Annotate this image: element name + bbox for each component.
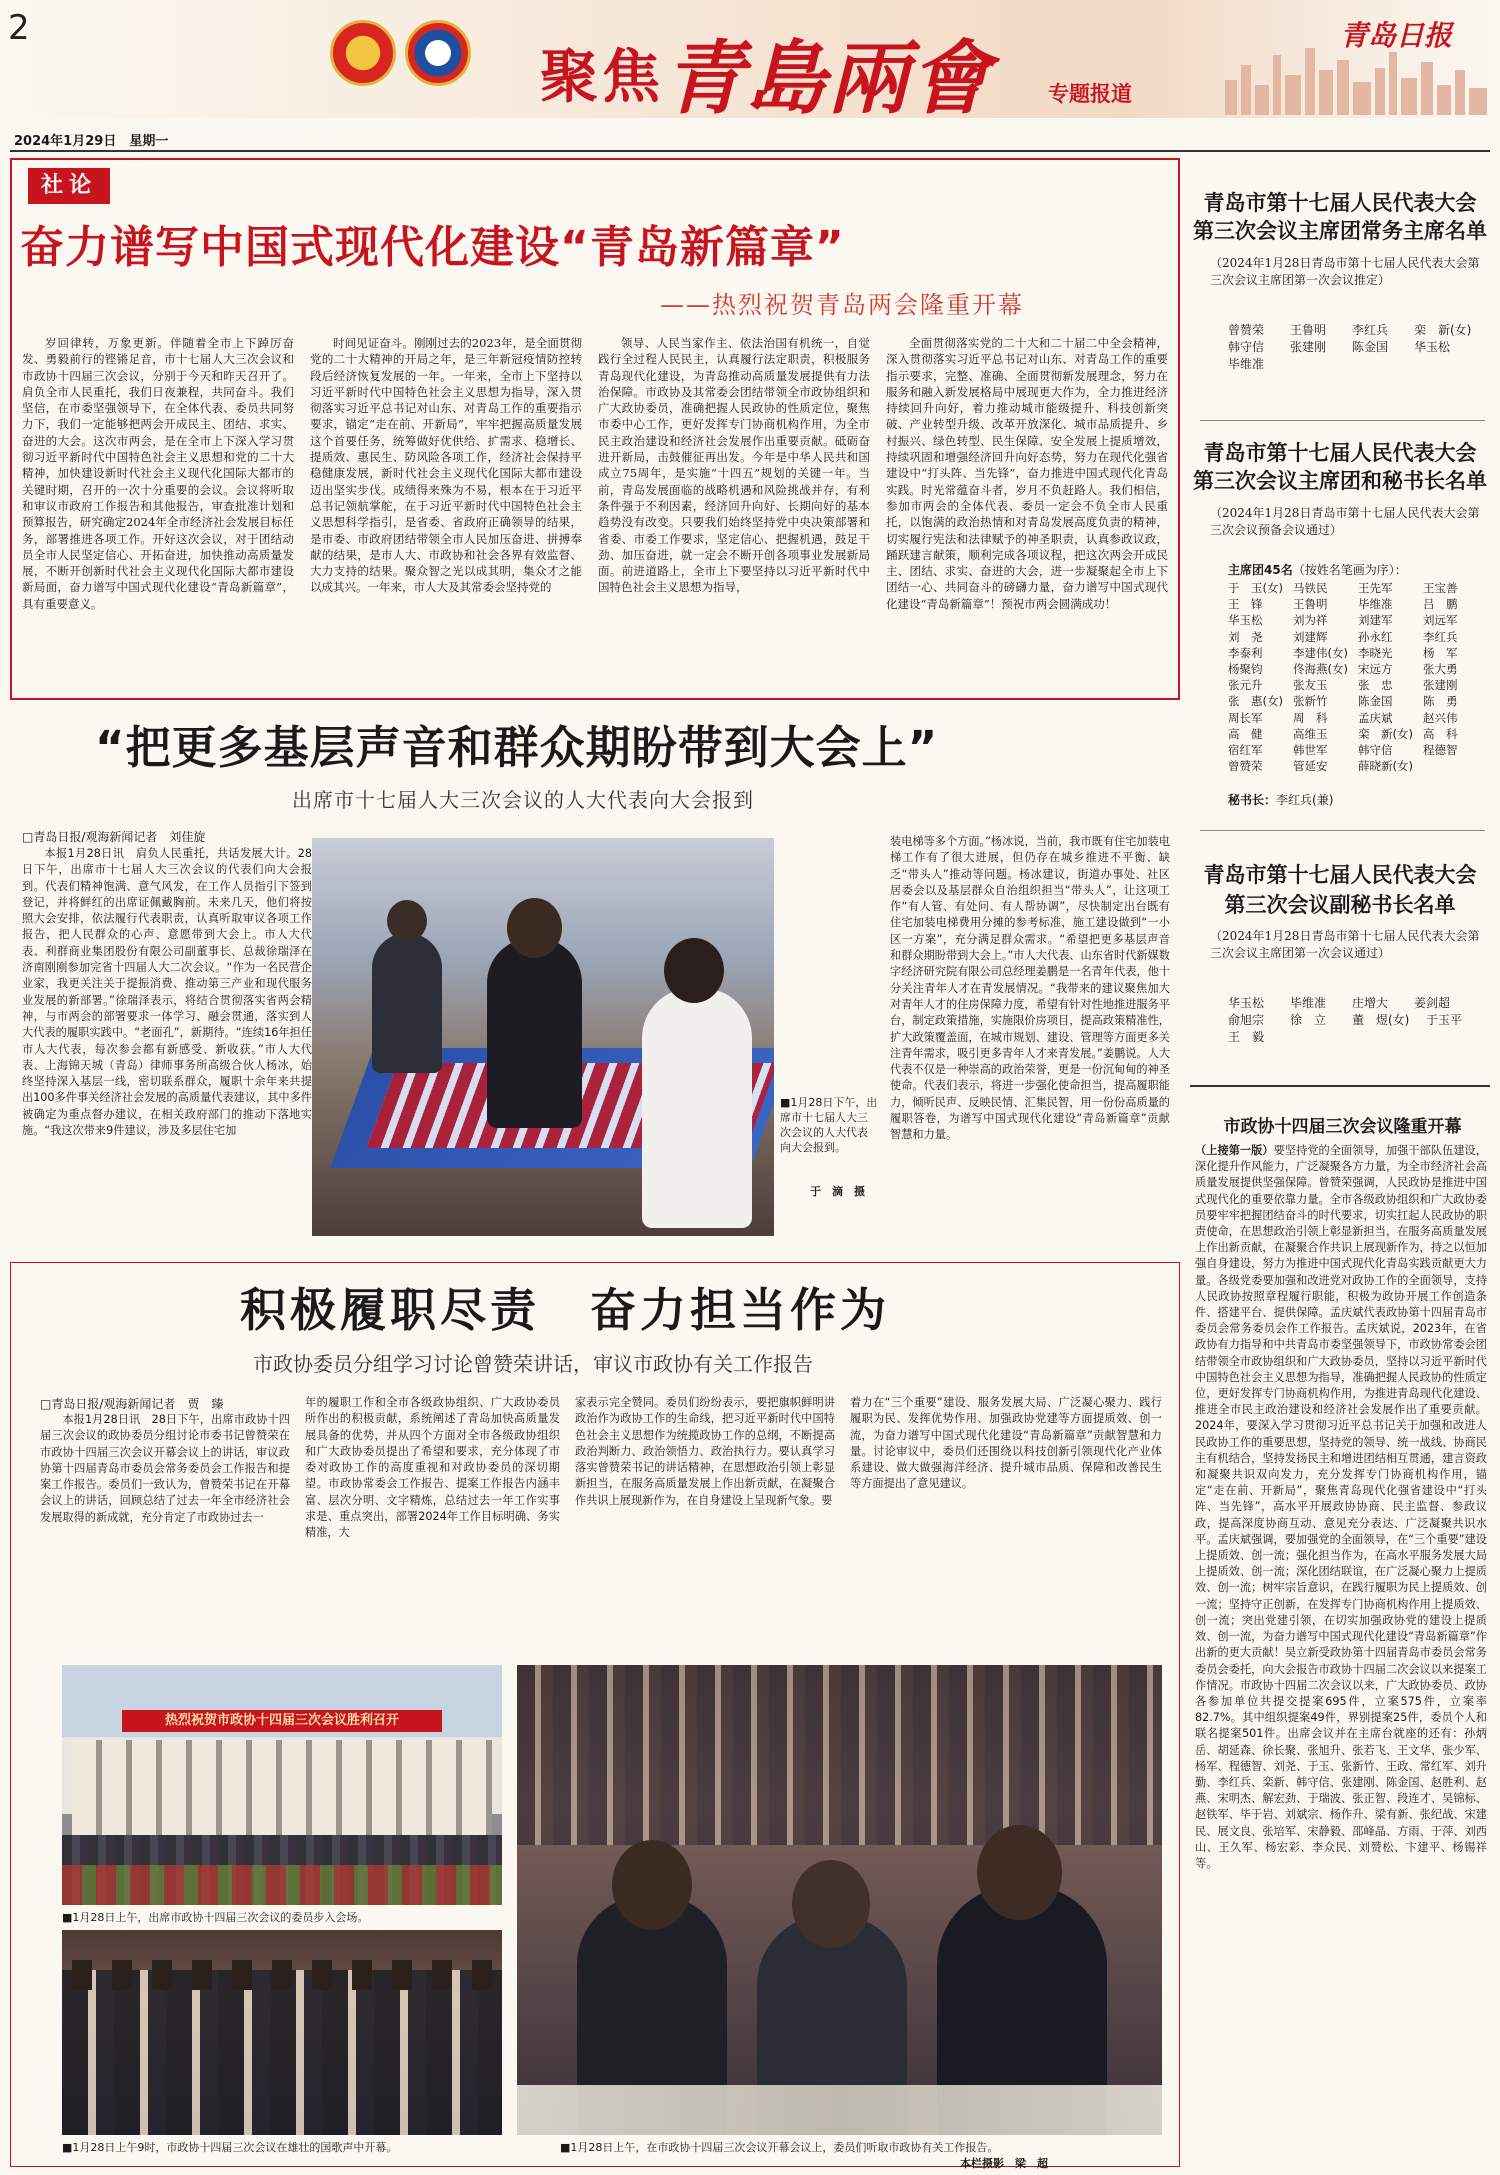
city-skyline-icon xyxy=(1215,40,1495,115)
list1-divider xyxy=(1200,420,1485,421)
list2-name: 华玉松 xyxy=(1228,613,1263,628)
page-number: 2 xyxy=(8,8,30,48)
list2-name: 马铁民 xyxy=(1293,581,1328,595)
photo-person-1 xyxy=(487,938,582,1128)
list3-name: 王 毅 xyxy=(1228,1030,1265,1044)
list2-name: 陈 勇 xyxy=(1423,694,1458,709)
list2-name: 张 惠(女) xyxy=(1228,694,1283,709)
story2-photo-3-caption: ■1月28日上午，在市政协十四届三次会议开幕会议上，委员们听取市政协有关工作报告。 xyxy=(560,2141,999,2154)
list2-names xyxy=(1228,580,1490,774)
header-rule xyxy=(10,150,1490,152)
list2-name: 杨 军 xyxy=(1423,645,1458,660)
list3-title-line1: 青岛市第十七届人民代表大会 xyxy=(1203,863,1477,887)
list2-name: 刘建辉 xyxy=(1293,629,1328,644)
list2-name: 高 科 xyxy=(1423,726,1458,741)
story1-photo-caption: ■1月28日下午，出席市十七届人大三次会议的人大代表向大会报到。 xyxy=(780,1096,878,1154)
list2-name: 王宝善 xyxy=(1423,581,1458,595)
list2-name: 周 科 xyxy=(1293,710,1328,725)
story2-column-3: 家表示完全赞同。委员们纷纷表示，要把旗帜鲜明讲政治作为政协工作的生命线，把习近平新时代中国特色社会主义思想作为统揽政协工作的总纲，不断提高政治判断力、政治领悟力、政治执行力。要认真学习落实曾赞荣书记的讲话精神，在思想政治引领上彰显新担当，在服务高质量发展上作出新贡献，在凝聚合作共识上展现新作为，在自身建设上呈现新气象。要 xyxy=(575,1396,835,1507)
list2-name: 高 健 xyxy=(1228,726,1263,741)
story1-column-2: 装电梯等多个方面。”杨冰说，当前，我市既有住宅加装电梯工作有了很大进展，但仍存在城乡推进不平衡、缺乏“带头人”推动等问题。杨冰建议，街道办事处、社区居委会以及基层群众自治组织担当“带头人”，让这项工作“有人管、有处问、有人帮协调”，尽快制定出台既有住宅加装电梯费用分摊的参考标准，施工建设做到“一小区一方案”，充分满足群众需求。“希望把更多基层声音和群众期盼带到大会上。”市人大代表、山东省时代新媒数字经济研究院有限公司总经理姜鹏是一名青年代表，他十分关注青年人才在青发展情况。“我带来的建议聚焦加大对青年人才的住房保障力度，希望有针对性地推进服务平台，制定政策措施，实施限价房项目，提高政策精准性，扩大政策覆盖面，在城市规划、建设、管理等方面更多关注青年需求，吸引更多青年人才来青发展。”姜鹏说。人大代表不仅是一种崇高的政治荣誉，更是一份沉甸甸的神圣使命。代表们表示，将进一步强化使命担当，提高履职能力，倾听民声、反映民情、汇集民智，用一份份高质量的履职答卷，为谱写中国式现代化建设“青岛新篇章”贡献智慧和力量。 xyxy=(890,835,1170,1142)
story2-photo-3 xyxy=(517,1665,1162,2135)
header-tag: 专题报道 xyxy=(1048,82,1132,106)
list2-name: 刘为祥 xyxy=(1293,613,1328,628)
list2-name: 张 忠 xyxy=(1358,678,1393,693)
list1-name: 韩守信 xyxy=(1228,340,1265,354)
list2-name: 张新竹 xyxy=(1293,694,1328,709)
issue-date: 2024年1月29日 星期一 xyxy=(14,134,169,149)
cppcc-emblem xyxy=(405,20,471,86)
story1-byline: □青岛日报/观海新闻记者 刘佳旋 xyxy=(22,830,206,844)
list2-name: 张友玉 xyxy=(1293,678,1328,693)
list2-name: 陈金国 xyxy=(1358,694,1393,709)
story2-byline: □青岛日报/观海新闻记者 贾 臻 xyxy=(40,1397,224,1411)
right-column-rule xyxy=(1190,1085,1490,1087)
story2-photo-2 xyxy=(62,1930,502,2135)
list3-name: 徐 立 xyxy=(1290,1013,1327,1027)
list2-name: 李晓光 xyxy=(1358,645,1393,660)
list2-name: 栾 新(女) xyxy=(1358,726,1413,741)
list2-group-note: （按姓名笔画为序）： xyxy=(1292,563,1407,577)
list3-name: 董 煜(女) xyxy=(1352,1013,1410,1027)
editorial-column-2: 时间见证奋斗。刚刚过去的2023年，是全面贯彻党的二十大精神的开局之年，是三年新冠疫情防控转段后经济恢复发展的一年。一年来，全市上下坚持以习近平新时代中国特色社会主义思想为指导，深入贯彻落实习近平总书记对山东、对青岛工作的重要指示要求，锚定“走在前、开新局”，牢牢把握高质量发展这个首要任务，统筹做好优供给、扩需求、稳增长、提质效、惠民生、防风险各项工作，经济社会保持平稳健康发展，新时代社会主义现代化国际大都市建设迈出坚实步伐。成绩得来殊为不易，根本在于习近平总书记领航掌舵，在于习近平新时代中国特色社会主义思想科学指引，是省委、省政府正确领导的结果，是市委、市政府团结带领全市人民加压奋进、拼搏奉献的结果，是市人大、市政协和社会各界有效监督、大力支持的结果。聚众智之光以成其明，集众才之能以成其兴。一年来，市人大及其常委会坚持党的 xyxy=(310,336,582,595)
list1-name: 华玉松 xyxy=(1414,340,1451,354)
photo-person-1-head xyxy=(507,898,562,958)
photo-front-head-2 xyxy=(792,1860,870,1948)
list2-name: 于 玉(女) xyxy=(1228,581,1283,595)
header-title-main: 青島兩會 xyxy=(664,31,993,125)
list1-name: 栾 新(女) xyxy=(1414,323,1472,337)
photo-person-3 xyxy=(372,933,442,1073)
list2-name: 赵兴伟 xyxy=(1423,710,1458,725)
list2-secretary-label: 秘书长： xyxy=(1228,793,1277,807)
photo-desk-papers xyxy=(517,2085,1162,2135)
photo-standing-rows xyxy=(62,1970,502,2135)
list2-name: 高维玉 xyxy=(1293,726,1328,741)
list2-name: 程德智 xyxy=(1423,743,1458,758)
list2-name: 王鲁明 xyxy=(1293,597,1328,612)
header-title-prefix: 聚焦 xyxy=(540,42,665,111)
list3-name: 姜剑超 xyxy=(1414,996,1451,1010)
list1-name: 张建刚 xyxy=(1290,340,1327,354)
list3-name: 庄增大 xyxy=(1352,996,1389,1010)
list2-subtitle: （2024年1月28日青岛市第十七届人民代表大会第三次会议预备会议通过） xyxy=(1210,506,1480,537)
photo-person-2-head xyxy=(664,938,724,1003)
list2-title-line1: 青岛市第十七届人民代表大会 xyxy=(1203,441,1477,465)
list2-name: 周长军 xyxy=(1228,710,1263,725)
list1-name: 王鲁明 xyxy=(1290,323,1327,337)
story1-column-1: 本报1月28日讯 肩负人民重托，共话发展大计。28日下午，出席市十七届人大三次会议的代表们向大会报到。代表们精神饱满、意气风发，在工作人员指引下签到登记，并将鲜红的出席证佩戴胸前。未来几天，他们将按照大会安排，依法履行代表职责，认真听取审议各项工作报告，把人民群众的心声、意愿带到大会上。市人大代表、利群商业集团股份有限公司副董事长、总裁徐瑞泽在济南刚刚参加完省十四届人大二次会议。“作为一名民营企业家，我更关注关于提振消费、推动第三产业和现代服务业发展的新部署。”徐瑞泽表示，将结合贯彻落实省两会精神，与市两会的部署要求一体学习、融会贯通，落实到人大代表的履职实践中。“老面孔”，新期待。“连续16年担任市人大代表，每次参会都有新感受、新收获。”市人大代表、上海锦天城（青岛）律师事务所高级合伙人杨冰，始终坚持深入基层一线，密切联系群众，履职十余年来共提出100多件事关经济社会发展的高质量代表建议，其中多件被确定为重点督办建议，在相关政府部门的推动下落地实施。“我这次带来9件建议，涉及多层住宅加 xyxy=(22,847,312,1138)
story1-subtitle: 出席市十七届人大三次会议的人大代表向大会报到 xyxy=(292,788,754,812)
list2-name: 王先军 xyxy=(1358,581,1393,595)
list2-divider xyxy=(1200,830,1485,831)
list2-name: 孟庆斌 xyxy=(1358,710,1393,725)
editorial-label: 社论 xyxy=(28,168,110,204)
list2-name: 宋远方 xyxy=(1358,662,1393,677)
list2-group xyxy=(1228,562,1490,579)
photo-banner: 热烈祝贺市政协十四届三次会议胜利召开 xyxy=(122,1710,442,1732)
list3-names xyxy=(1228,995,1490,1046)
list2-name: 韩守信 xyxy=(1358,743,1393,758)
story1-title: “把更多基层声音和群众期盼带到大会上” xyxy=(95,721,939,774)
national-emblem xyxy=(330,20,396,86)
list1-name: 毕维准 xyxy=(1228,357,1265,371)
list2-name: 管延安 xyxy=(1293,759,1328,774)
editorial-title: 奋力谱写中国式现代化建设“青岛新篇章” xyxy=(20,222,845,273)
list2-group-label: 主席团45名 xyxy=(1228,563,1293,577)
photo-flowers xyxy=(62,1865,502,1905)
editorial-column-1: 岁回律转，万象更新。伴随着全市上下踔厉奋发、勇毅前行的铿锵足音，市十七届人大三次会议和市政协十四届三次会议，分别于今天和昨天召开了。肩负全市人民重托，我们日夜兼程，共同奋斗。我们坚信，在市委坚强领导下，在全体代表、委员共同努力下，我们一定能够把两会开成民主、团结、求实、奋进的大会。这次市两会，是在全市上下深入学习贯彻习近平新时代中国特色社会主义思想和党的二十大精神，加快建设新时代社会主义现代化国际大都市的关键时期，召开的一次十分重要的会议。会议将听取和审议市政府工作报告和其他报告，审查批准计划和预算报告，研究确定2024年全市经济社会发展目标任务，部署推进各项工作。开好这次会议，对于团结动员全市人民坚定信心、开拓奋进，加快推动高质量发展，不断开创新时代社会主义现代化国际大都市建设新局面，奋力谱写中国式现代化建设“青岛新篇章”，具有重要意义。 xyxy=(22,336,294,611)
list2-name: 宿红军 xyxy=(1228,743,1263,758)
list1-title-line2: 第三次会议主席团常务主席名单 xyxy=(1193,219,1487,243)
story1-photo xyxy=(312,838,774,1236)
list2-secretary xyxy=(1228,792,1490,809)
list2-name: 张元升 xyxy=(1228,678,1263,693)
editorial-column-4: 全面贯彻落实党的二十大和二十届二中全会精神，深入贯彻落实习近平总书记对山东、对青岛工作的重要指示要求，完整、准确、全面贯彻新发展理念，努力在服务和融入新发展格局中展现更大作为，全力推进经济持续回升向好，着力推动城市能级提升、科技创新突破、产业转型升级、改革开放深化、城市品质提升、乡村振兴、绿色转型、民生保障、安全发展上提质增效，持续巩固和增强经济回升向好态势，努力在现代化强省建设中“打头阵、当先锋”，奋力推进中国式现代化青岛实践。时光常蕴奋斗者，岁月不负赶路人。我们相信，参加市两会的全体代表、委员一定会不负全市人民重托，以饱满的政治热情和对青岛发展高度负责的精神，切实履行宪法和法律赋予的神圣职责，认真参政议政，踊跃建言献策，顺利完成各项议程，把这次两会开成民主、团结、求实、奋进的大会，进一步凝聚起全市上下团结一心、共同奋斗的磅礴力量，奋力谱写中国式现代化建设“青岛新篇章”！预祝市两会圆满成功！ xyxy=(886,336,1168,611)
story2-photo-2-caption: ■1月28日上午9时，市政协十四届三次会议在雄壮的国歌声中开幕。 xyxy=(62,2141,398,2154)
list3-title-line2: 第三次会议副秘书长名单 xyxy=(1224,893,1456,917)
list2-name: 刘远军 xyxy=(1423,613,1458,628)
list2-name: 刘建军 xyxy=(1358,613,1393,628)
list1-name: 李红兵 xyxy=(1352,323,1389,337)
header-title xyxy=(540,14,993,125)
list2-name: 李建伟(女) xyxy=(1293,645,1348,660)
list3-subtitle: （2024年1月28日青岛市第十七届人民代表大会第三次会议主席团第一次会议通过） xyxy=(1210,929,1480,960)
story1-photo-credit: 于 滴 摄 xyxy=(810,1185,865,1198)
cppcc-opening-title: 市政协十四届三次会议隆重开幕 xyxy=(1223,1117,1462,1137)
story2-photo-3-credit: 本栏摄影 梁 超 xyxy=(960,2157,1048,2170)
story2-subtitle: 市政协委员分组学习讨论曾赞荣讲话，审议市政协有关工作报告 xyxy=(253,1352,813,1376)
photo-person-3-head xyxy=(387,900,427,942)
list2-name: 王 锋 xyxy=(1228,597,1263,612)
newspaper-logo: 青岛日报 xyxy=(1340,19,1453,52)
list1-title-line1: 青岛市第十七届人民代表大会 xyxy=(1203,191,1477,215)
photo-front-head-1 xyxy=(612,1840,692,1930)
list1-name: 曾赞荣 xyxy=(1228,323,1265,337)
list2-name: 杨聚钧 xyxy=(1228,662,1263,677)
photo-hall-columns xyxy=(72,1740,492,1835)
list2-name: 李泰利 xyxy=(1228,645,1263,660)
photo-back-rows xyxy=(517,1665,1162,1845)
list3-name: 于玉平 xyxy=(1426,1013,1463,1027)
list3-name: 毕维准 xyxy=(1290,996,1327,1010)
list2-name: 薛晓新(女) xyxy=(1358,759,1413,774)
story2-photo-1-caption: ■1月28日上午，出席市政协十四届三次会议的委员步入会场。 xyxy=(62,1911,369,1924)
cppcc-opening-body: 要坚持党的全面领导，加强干部队伍建设，深化提升作风能力，广泛凝聚各方力量，为全市经济社会高质量发展提供坚强保障。曾赞荣强调，人民政协是推进中国式现代化的重要依靠力量。全市各级政协组织和广大政协委员要牢牢把握团结奋斗的时代要求，切实扛起人民政协的职责使命，在思想政治引领上彰显新担当，在服务高质量发展上作出新贡献，在凝聚合作共识上展现新作为，持之以恒加强自身建设，努力为推进中国式现代化青岛实践贡献更大力量。各级党委要加强和改进党对政协工作的全面领导，支持人民政协按照章程履行职能，积极为政协开展工作创造条件、搭建平台、提供保障。孟庆斌代表政协第十四届青岛市委员会常务委员会作工作报告。孟庆斌说，2023年，在省政协有力指导和中共青岛市委坚强领导下，市政协常委会团结带领全市政协组织和广大政协委员，坚持以习近平新时代中国特色社会主义思想为指导，准确把握人民政协的性质定位，更好发挥专门协商机构作用，为推进青岛现代化建设、推进全市民主政治建设和经济社会发展作出了重要贡献。2024年，要深入学习贯彻习近平总书记关于加强和改进人民政协工作的重要思想，坚持党的领导、统一战线、协商民主有机结合，坚持发扬民主和增进团结相互贯通，建言资政和凝聚共识双向发力，充分发挥专门协商机构作用，锚定“走在前、开新局”，聚焦青岛现代化强省建设中“打头阵、当先锋”，高水平开展政协协商、民主监督、参政议政，提高深度协商互动、意见充分表达、广泛凝聚共识水平。孟庆斌强调，要加强党的全面领导，在“三个重要”建设上提质效、创一流；强化担当作为，在高水平服务发展大局上提质效、创一流；深化团结联谊，在广泛凝心聚力上提质效、创一流；树牢宗旨意识，在践行履职为民上提质效、创一流；坚持守正创新，在发挥专门协商机构作用上提质效、创一流；突出党建引领，在切实加强政协党的建设上提质效、创一流，为奋力谱写中国式现代化建设“青岛新篇章”作出新的更大贡献！吴立新受政协第十四届青岛市委员会常务委员会委托，向大会报告市政协十四届二次会议以来提案工作情况。市政协十四届二次会议以来，广大政协委员、政协各参加单位共提交提案695件，立案575件，立案率82.7%。其中组织提案49件，界别提案25件，委员个人和联名提案501件。出席会议并在主席台就座的还有：孙炳岳、胡延森、徐长聚、张旭升、张若飞、王文华、张少军、杨军、程德智、刘尧、于玉、张新竹、王政、常红军、刘升勤、李红兵、栾新、韩守信、张建刚、陈金国、赵胜利、赵燕、宋明杰、解宏劲、于瑞波、张正智、段连才、吴锦标、赵铁军、毕于岩、刘斌宗、杨作升、梁有新、张纪战、宋建民、展文良、张培军、宋静毅、邵峰晶、方雨、于萍、刘西山、王久军、杨宏彩、李众民、刘赞松、卞建平、杨锡祥等。 xyxy=(1195,1144,1487,1870)
list2-name: 孙永红 xyxy=(1358,629,1393,644)
photo-person-2 xyxy=(642,988,752,1228)
list2-name: 张建刚 xyxy=(1423,678,1458,693)
cppcc-opening-lead: （上接第一版） xyxy=(1195,1144,1274,1157)
photo-heads-row xyxy=(62,1960,502,1990)
list2-secretary-name: 李红兵(兼) xyxy=(1276,793,1334,807)
photo-front-head-3 xyxy=(977,1825,1062,1920)
list2-name: 曾赞荣 xyxy=(1228,759,1263,774)
list2-title-line2: 第三次会议主席团和秘书长名单 xyxy=(1193,469,1487,493)
list2-name: 佟海燕(女) xyxy=(1293,662,1348,677)
list2-name: 张大勇 xyxy=(1423,662,1458,677)
story2-column-4: 着力在“三个重要”建设、服务发展大局、广泛凝心聚力、践行履职为民、发挥优势作用、加强政协党建等方面提质效、创一流，为奋力谱写中国式现代化建设“青岛新篇章”贡献智慧和力量。讨论审议中，委员们还围绕以科技创新引领现代化产业体系建设、做大做强海洋经济、提升城市品质、保障和改善民生等方面提出了意见建议。 xyxy=(850,1396,1162,1491)
list2-name: 毕维准 xyxy=(1358,597,1393,612)
list2-name: 刘 尧 xyxy=(1228,629,1263,644)
list1-name: 陈金国 xyxy=(1352,340,1389,354)
list2-name: 李红兵 xyxy=(1423,629,1458,644)
story2-column-2: 年的履职工作和全市各级政协组织、广大政协委员所作出的积极贡献，系统阐述了青岛加快高质量发展具备的优势，并从四个方面对全市各级政协组织和广大政协委员提出了希望和要求，充分体现了市委对政协工作的高度重视和对政协委员的深切期望。市政协常委会工作报告、提案工作报告内涵丰富、层次分明、文字精炼，总结过去一年工作实事求是、重点突出，部署2024年工作目标明确、务实精准，大 xyxy=(305,1396,560,1540)
list2-name: 韩世军 xyxy=(1293,743,1328,758)
cppcc-opening-text xyxy=(1195,1143,1487,2168)
list1-names xyxy=(1228,322,1490,373)
list3-name: 华玉松 xyxy=(1228,996,1265,1010)
editorial-subtitle: ——热烈祝贺青岛两会隆重开幕 xyxy=(660,291,1024,319)
list3-name: 俞旭宗 xyxy=(1228,1013,1265,1027)
list2-name: 吕 鹏 xyxy=(1423,597,1458,612)
story2-title: 积极履职尽责 奋力担当作为 xyxy=(240,1283,890,1337)
story2-photo-1 xyxy=(62,1665,502,1905)
list1-subtitle: （2024年1月28日青岛市第十七届人民代表大会第三次会议主席团第一次会议推定） xyxy=(1210,256,1480,287)
story2-column-1: 本报1月28日讯 28日下午，出席市政协十四届三次会议的政协委员分组讨论市委书记曾赞荣在市政协十四届三次会议开幕会议上的讲话，审议政协第十四届青岛市委员会常务委员会工作报告和提案工作报告。委员们一致认为，曾赞荣书记在开幕会议上的讲话，回顾总结了过去一年全市经济社会发展取得的新成就，充分肯定了市政协过去一 xyxy=(40,1413,290,1524)
editorial-column-3: 领导、人民当家作主、依法治国有机统一，自觉践行全过程人民民主，认真履行法定职责，积极服务青岛现代化建设，为青岛推动高质量发展提供有力法治保障。市政协及其常委会团结带领全市政协组织和广大政协委员，准确把握人民政协的性质定位，聚焦市委中心工作，更好发挥专门协商机构作用，为全市民主政治建设和经济社会发展作出重要贡献。砥砺奋进开新局，击鼓催征再出发。今年是中华人民共和国成立75周年，是实施“十四五”规划的关键一年。当前，青岛发展面临的战略机遇和风险挑战并存，有利条件强于不利因素，经济回升向好、长期向好的基本趋势没有改变。只要我们始终坚持党中央决策部署和省委、市委工作要求，坚定信心、把握机遇，鼓足干劲、加压奋进，就一定会不断开创各项事业发展新局面。前进道路上，全市上下要坚持以习近平新时代中国特色社会主义思想为指导， xyxy=(598,336,870,595)
